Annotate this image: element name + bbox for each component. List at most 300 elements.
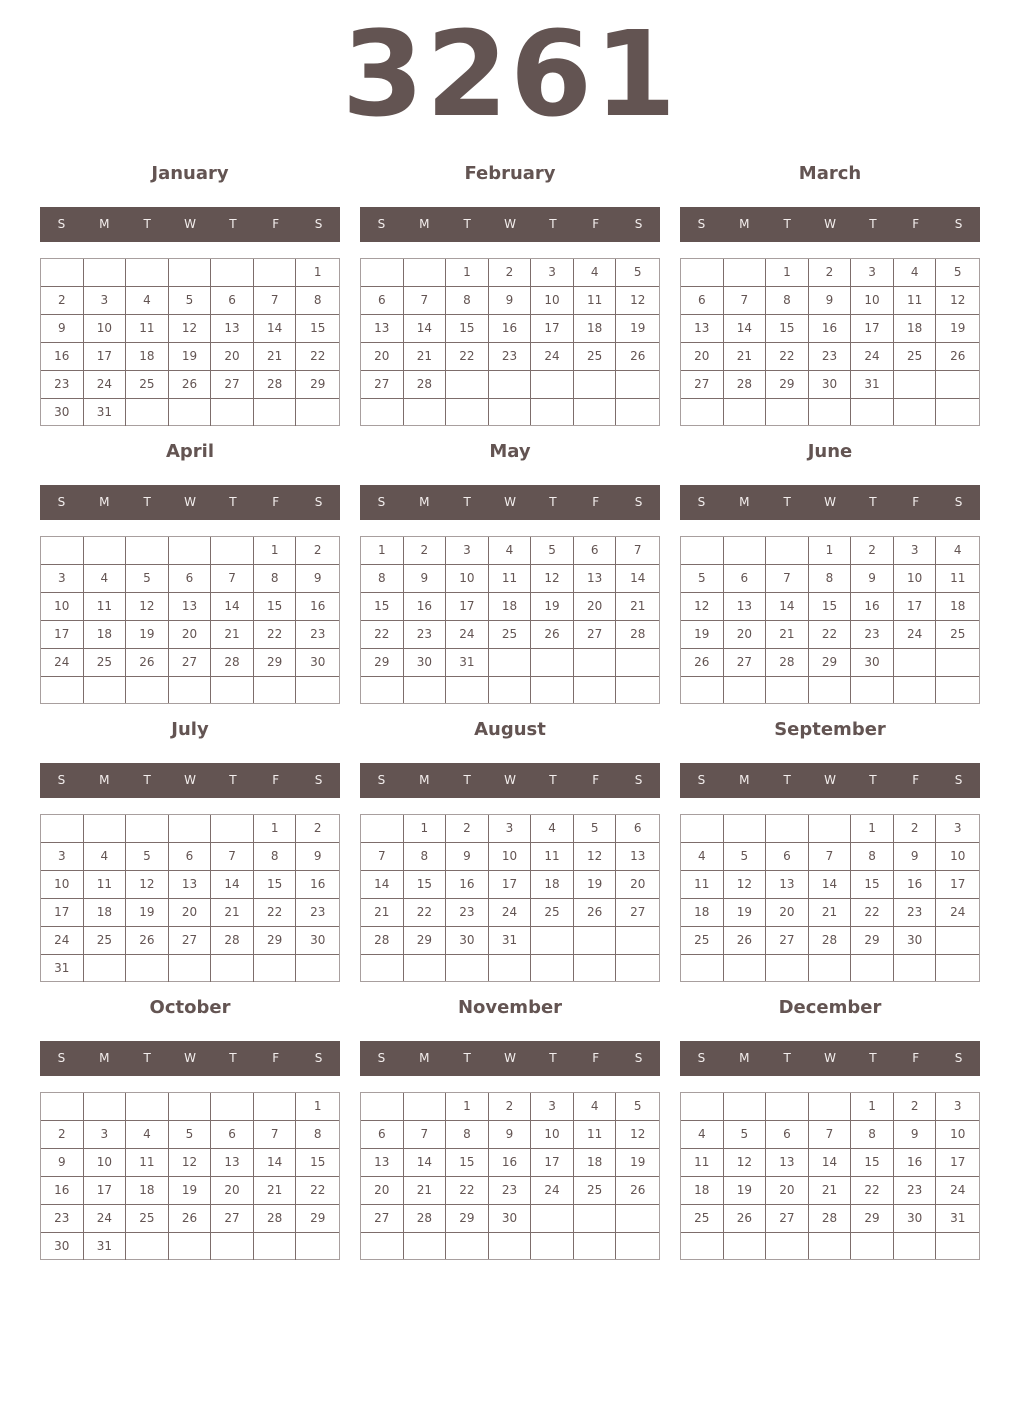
weekday-label: T (229, 495, 237, 509)
empty-cell (681, 815, 724, 843)
empty-cell (531, 371, 574, 399)
day-cell: 26 (616, 343, 659, 371)
day-cell: 17 (936, 1149, 979, 1177)
empty-cell (296, 677, 339, 703)
weekday-label: S (697, 773, 706, 787)
day-cell: 21 (404, 343, 447, 371)
month-title: April (165, 441, 215, 462)
empty-cell (681, 677, 724, 703)
empty-cell (84, 677, 127, 703)
day-cell: 23 (446, 899, 489, 927)
weekday-label: S (634, 495, 643, 509)
day-cell: 8 (254, 843, 297, 871)
day-cell: 29 (296, 1205, 339, 1233)
day-cell: 21 (809, 1177, 852, 1205)
day-cell: 10 (531, 287, 574, 315)
day-cell: 2 (894, 815, 937, 843)
month-april (40, 437, 340, 707)
day-cell: 14 (361, 871, 404, 899)
day-cell: 3 (41, 843, 84, 871)
day-cell: 30 (489, 1205, 532, 1233)
day-cell: 15 (404, 871, 447, 899)
day-cell: 28 (211, 649, 254, 677)
weekday-header-bar (680, 1041, 980, 1076)
weekday-label: S (634, 1051, 643, 1065)
day-cell: 28 (809, 1205, 852, 1233)
day-cell: 20 (211, 1177, 254, 1205)
day-cell: 30 (894, 927, 937, 955)
weekday-label: W (504, 217, 516, 231)
day-cell: 2 (489, 259, 532, 287)
weekday-label: T (229, 773, 237, 787)
day-cell: 12 (169, 315, 212, 343)
day-cell: 25 (574, 343, 617, 371)
day-cell: 22 (296, 343, 339, 371)
day-cell: 21 (766, 621, 809, 649)
empty-cell (574, 1205, 617, 1233)
month-title: January (151, 163, 229, 184)
day-cell: 2 (41, 287, 84, 315)
weekday-label: S (377, 1051, 386, 1065)
month-august (360, 715, 660, 985)
day-cell: 8 (296, 1121, 339, 1149)
empty-cell (361, 259, 404, 287)
weekday-label: W (824, 1051, 836, 1065)
empty-cell (169, 1093, 212, 1121)
empty-cell (126, 955, 169, 982)
day-cell: 3 (851, 259, 894, 287)
day-cell: 24 (489, 899, 532, 927)
day-cell: 13 (681, 315, 724, 343)
day-cell: 7 (254, 1121, 297, 1149)
weekday-label: T (143, 773, 151, 787)
weekday-label: S (314, 217, 323, 231)
day-cell: 19 (126, 621, 169, 649)
weekday-label: S (57, 217, 66, 231)
day-cell: 25 (894, 343, 937, 371)
weekday-label: M (99, 217, 110, 231)
day-cell: 29 (404, 927, 447, 955)
empty-cell (936, 955, 979, 981)
weekday-label: F (912, 495, 920, 509)
weekday-label: M (99, 495, 110, 509)
day-cell: 21 (254, 1177, 297, 1205)
day-cell: 12 (616, 1121, 659, 1149)
empty-cell (84, 815, 127, 843)
day-cell: 3 (531, 1093, 574, 1121)
day-cell: 14 (766, 593, 809, 621)
day-cell: 26 (681, 649, 724, 677)
day-cell: 27 (724, 649, 767, 677)
empty-cell (766, 537, 809, 565)
day-grid (40, 258, 340, 426)
day-cell: 21 (211, 621, 254, 649)
day-cell: 21 (616, 593, 659, 621)
empty-cell (809, 815, 852, 843)
day-cell: 27 (169, 927, 212, 955)
year-title: 3261 (341, 5, 679, 143)
day-cell: 15 (446, 1149, 489, 1177)
month-february (360, 159, 660, 429)
empty-cell (936, 649, 979, 677)
weekday-header-bar (40, 207, 340, 242)
day-grid (40, 814, 340, 982)
day-cell: 10 (936, 843, 979, 871)
day-cell: 22 (254, 899, 297, 927)
day-cell: 28 (361, 927, 404, 955)
day-cell: 16 (894, 871, 937, 899)
day-cell: 8 (851, 1121, 894, 1149)
day-grid (360, 1092, 660, 1260)
day-cell: 25 (489, 621, 532, 649)
day-cell: 20 (766, 1177, 809, 1205)
day-cell: 2 (894, 1093, 937, 1121)
empty-cell (681, 259, 724, 287)
empty-cell (41, 537, 84, 565)
empty-cell (851, 399, 894, 425)
weekday-label: T (869, 773, 877, 787)
empty-cell (126, 399, 169, 426)
day-grid (680, 536, 980, 704)
empty-cell (361, 815, 404, 843)
weekday-label: W (184, 1051, 196, 1065)
month-title: September (774, 719, 886, 740)
empty-cell (296, 399, 339, 426)
day-cell: 15 (296, 315, 339, 343)
empty-cell (446, 955, 489, 981)
empty-cell (809, 1093, 852, 1121)
weekday-label: F (592, 1051, 600, 1065)
empty-cell (531, 955, 574, 981)
weekday-label: M (739, 217, 750, 231)
weekday-label: S (377, 773, 386, 787)
day-cell: 27 (766, 927, 809, 955)
day-cell: 24 (894, 621, 937, 649)
day-cell: 12 (574, 843, 617, 871)
weekday-label: T (549, 217, 557, 231)
day-cell: 16 (489, 315, 532, 343)
weekday-header-bar (40, 1041, 340, 1076)
day-cell: 15 (254, 871, 297, 899)
day-cell: 14 (254, 315, 297, 343)
day-cell: 15 (809, 593, 852, 621)
day-cell: 21 (254, 343, 297, 371)
day-cell: 7 (809, 1121, 852, 1149)
empty-cell (84, 1093, 127, 1121)
day-cell: 6 (616, 815, 659, 843)
empty-cell (169, 815, 212, 843)
day-cell: 30 (446, 927, 489, 955)
day-cell: 20 (681, 343, 724, 371)
day-cell: 11 (84, 593, 127, 621)
day-cell: 3 (41, 565, 84, 593)
day-cell: 11 (84, 871, 127, 899)
empty-cell (446, 371, 489, 399)
day-cell: 10 (851, 287, 894, 315)
day-cell: 6 (169, 843, 212, 871)
empty-cell (574, 955, 617, 981)
day-cell: 17 (531, 315, 574, 343)
empty-cell (126, 259, 169, 287)
empty-cell (404, 677, 447, 703)
empty-cell (724, 259, 767, 287)
day-cell: 29 (254, 927, 297, 955)
day-cell: 28 (724, 371, 767, 399)
day-cell: 22 (809, 621, 852, 649)
day-cell: 6 (211, 1121, 254, 1149)
day-cell: 28 (404, 1205, 447, 1233)
empty-cell (531, 399, 574, 425)
day-cell: 7 (254, 287, 297, 315)
empty-cell (574, 927, 617, 955)
day-cell: 4 (681, 1121, 724, 1149)
weekday-label: F (272, 773, 280, 787)
empty-cell (404, 259, 447, 287)
empty-cell (766, 815, 809, 843)
empty-cell (254, 955, 297, 982)
day-cell: 31 (446, 649, 489, 677)
month-june (680, 437, 980, 707)
day-cell: 11 (531, 843, 574, 871)
day-cell: 16 (894, 1149, 937, 1177)
empty-cell (531, 1205, 574, 1233)
day-cell: 25 (574, 1177, 617, 1205)
day-cell: 10 (489, 843, 532, 871)
day-cell: 23 (851, 621, 894, 649)
empty-cell (809, 1233, 852, 1259)
day-cell: 30 (809, 371, 852, 399)
day-cell: 4 (574, 259, 617, 287)
weekday-label: W (184, 495, 196, 509)
day-cell: 1 (361, 537, 404, 565)
month-title: December (778, 997, 882, 1018)
empty-cell (361, 1093, 404, 1121)
day-cell: 21 (724, 343, 767, 371)
empty-cell (809, 677, 852, 703)
weekday-label: S (697, 1051, 706, 1065)
day-cell: 23 (809, 343, 852, 371)
empty-cell (936, 1233, 979, 1259)
empty-cell (254, 259, 297, 287)
day-cell: 18 (894, 315, 937, 343)
day-cell: 19 (681, 621, 724, 649)
day-cell: 26 (724, 1205, 767, 1233)
day-cell: 2 (446, 815, 489, 843)
day-cell: 10 (446, 565, 489, 593)
empty-cell (254, 677, 297, 703)
empty-cell (766, 955, 809, 981)
empty-cell (211, 955, 254, 982)
day-cell: 20 (724, 621, 767, 649)
month-title: August (474, 719, 546, 740)
empty-cell (894, 677, 937, 703)
month-november (360, 993, 660, 1263)
day-cell: 12 (936, 287, 979, 315)
day-cell: 18 (531, 871, 574, 899)
day-cell: 17 (531, 1149, 574, 1177)
day-cell: 23 (489, 343, 532, 371)
empty-cell (126, 537, 169, 565)
day-cell: 1 (254, 815, 297, 843)
day-cell: 7 (361, 843, 404, 871)
day-cell: 13 (169, 593, 212, 621)
day-cell: 17 (446, 593, 489, 621)
empty-cell (169, 399, 212, 426)
empty-cell (446, 399, 489, 425)
weekday-label: M (419, 773, 430, 787)
day-cell: 13 (361, 1149, 404, 1177)
day-cell: 22 (446, 343, 489, 371)
day-cell: 1 (809, 537, 852, 565)
empty-cell (489, 371, 532, 399)
day-cell: 29 (296, 371, 339, 399)
day-cell: 4 (489, 537, 532, 565)
day-cell: 10 (894, 565, 937, 593)
weekday-label: F (912, 217, 920, 231)
day-cell: 13 (211, 1149, 254, 1177)
day-cell: 9 (809, 287, 852, 315)
empty-cell (489, 955, 532, 981)
day-cell: 13 (361, 315, 404, 343)
day-cell: 6 (361, 1121, 404, 1149)
empty-cell (531, 1233, 574, 1259)
day-cell: 20 (766, 899, 809, 927)
day-grid (360, 814, 660, 982)
empty-cell (41, 677, 84, 703)
weekday-label: T (229, 217, 237, 231)
day-cell: 28 (809, 927, 852, 955)
month-january (40, 159, 340, 429)
weekday-label: W (824, 217, 836, 231)
day-cell: 18 (574, 315, 617, 343)
empty-cell (361, 955, 404, 981)
day-cell: 29 (851, 927, 894, 955)
weekday-label: T (549, 773, 557, 787)
day-cell: 14 (724, 315, 767, 343)
day-cell: 19 (126, 899, 169, 927)
empty-cell (809, 955, 852, 981)
empty-cell (211, 399, 254, 426)
weekday-header-bar (680, 763, 980, 798)
weekday-label: T (549, 495, 557, 509)
day-cell: 9 (894, 1121, 937, 1149)
day-cell: 5 (531, 537, 574, 565)
day-cell: 16 (446, 871, 489, 899)
empty-cell (616, 955, 659, 981)
weekday-label: S (314, 773, 323, 787)
day-cell: 18 (84, 899, 127, 927)
day-cell: 5 (169, 287, 212, 315)
empty-cell (446, 1233, 489, 1259)
weekday-header-bar (360, 1041, 660, 1076)
day-cell: 2 (851, 537, 894, 565)
day-cell: 18 (126, 343, 169, 371)
empty-cell (211, 1093, 254, 1121)
day-cell: 25 (84, 649, 127, 677)
day-cell: 25 (681, 1205, 724, 1233)
weekday-label: S (634, 217, 643, 231)
weekday-label: F (912, 1051, 920, 1065)
day-cell: 23 (41, 371, 84, 399)
day-cell: 22 (446, 1177, 489, 1205)
day-cell: 26 (531, 621, 574, 649)
day-cell: 15 (766, 315, 809, 343)
day-cell: 12 (681, 593, 724, 621)
empty-cell (169, 537, 212, 565)
empty-cell (404, 1093, 447, 1121)
month-title: March (798, 163, 862, 184)
empty-cell (126, 1093, 169, 1121)
day-cell: 24 (41, 927, 84, 955)
empty-cell (936, 677, 979, 703)
weekday-label: T (463, 1051, 471, 1065)
day-cell: 1 (766, 259, 809, 287)
day-cell: 25 (126, 371, 169, 399)
day-cell: 6 (574, 537, 617, 565)
day-cell: 1 (446, 1093, 489, 1121)
day-cell: 3 (446, 537, 489, 565)
day-cell: 11 (894, 287, 937, 315)
day-cell: 16 (41, 1177, 84, 1205)
weekday-label: T (869, 1051, 877, 1065)
day-cell: 9 (851, 565, 894, 593)
day-cell: 28 (254, 1205, 297, 1233)
day-cell: 10 (84, 315, 127, 343)
day-cell: 23 (894, 899, 937, 927)
day-cell: 20 (169, 621, 212, 649)
weekday-label: M (99, 773, 110, 787)
empty-cell (446, 677, 489, 703)
day-cell: 9 (446, 843, 489, 871)
weekday-label: S (697, 217, 706, 231)
month-title: November (457, 997, 563, 1018)
day-cell: 18 (84, 621, 127, 649)
day-cell: 27 (766, 1205, 809, 1233)
weekday-header-bar (40, 485, 340, 520)
day-cell: 24 (531, 1177, 574, 1205)
day-cell: 26 (126, 649, 169, 677)
weekday-label: W (504, 773, 516, 787)
day-cell: 21 (809, 899, 852, 927)
empty-cell (894, 399, 937, 425)
weekday-label: W (184, 773, 196, 787)
day-cell: 9 (41, 1149, 84, 1177)
day-cell: 16 (41, 343, 84, 371)
day-cell: 9 (404, 565, 447, 593)
day-cell: 14 (809, 1149, 852, 1177)
day-cell: 6 (361, 287, 404, 315)
empty-cell (681, 1093, 724, 1121)
day-cell: 3 (936, 1093, 979, 1121)
day-cell: 11 (489, 565, 532, 593)
empty-cell (851, 1233, 894, 1259)
day-cell: 27 (574, 621, 617, 649)
weekday-label: T (463, 495, 471, 509)
weekday-label: S (954, 773, 963, 787)
day-grid (40, 536, 340, 704)
day-cell: 16 (489, 1149, 532, 1177)
day-cell: 9 (489, 1121, 532, 1149)
weekday-label: F (592, 217, 600, 231)
day-grid (360, 536, 660, 704)
day-cell: 20 (361, 343, 404, 371)
empty-cell (361, 399, 404, 425)
day-cell: 2 (809, 259, 852, 287)
empty-cell (531, 677, 574, 703)
day-cell: 9 (296, 565, 339, 593)
day-cell: 16 (404, 593, 447, 621)
day-cell: 25 (84, 927, 127, 955)
